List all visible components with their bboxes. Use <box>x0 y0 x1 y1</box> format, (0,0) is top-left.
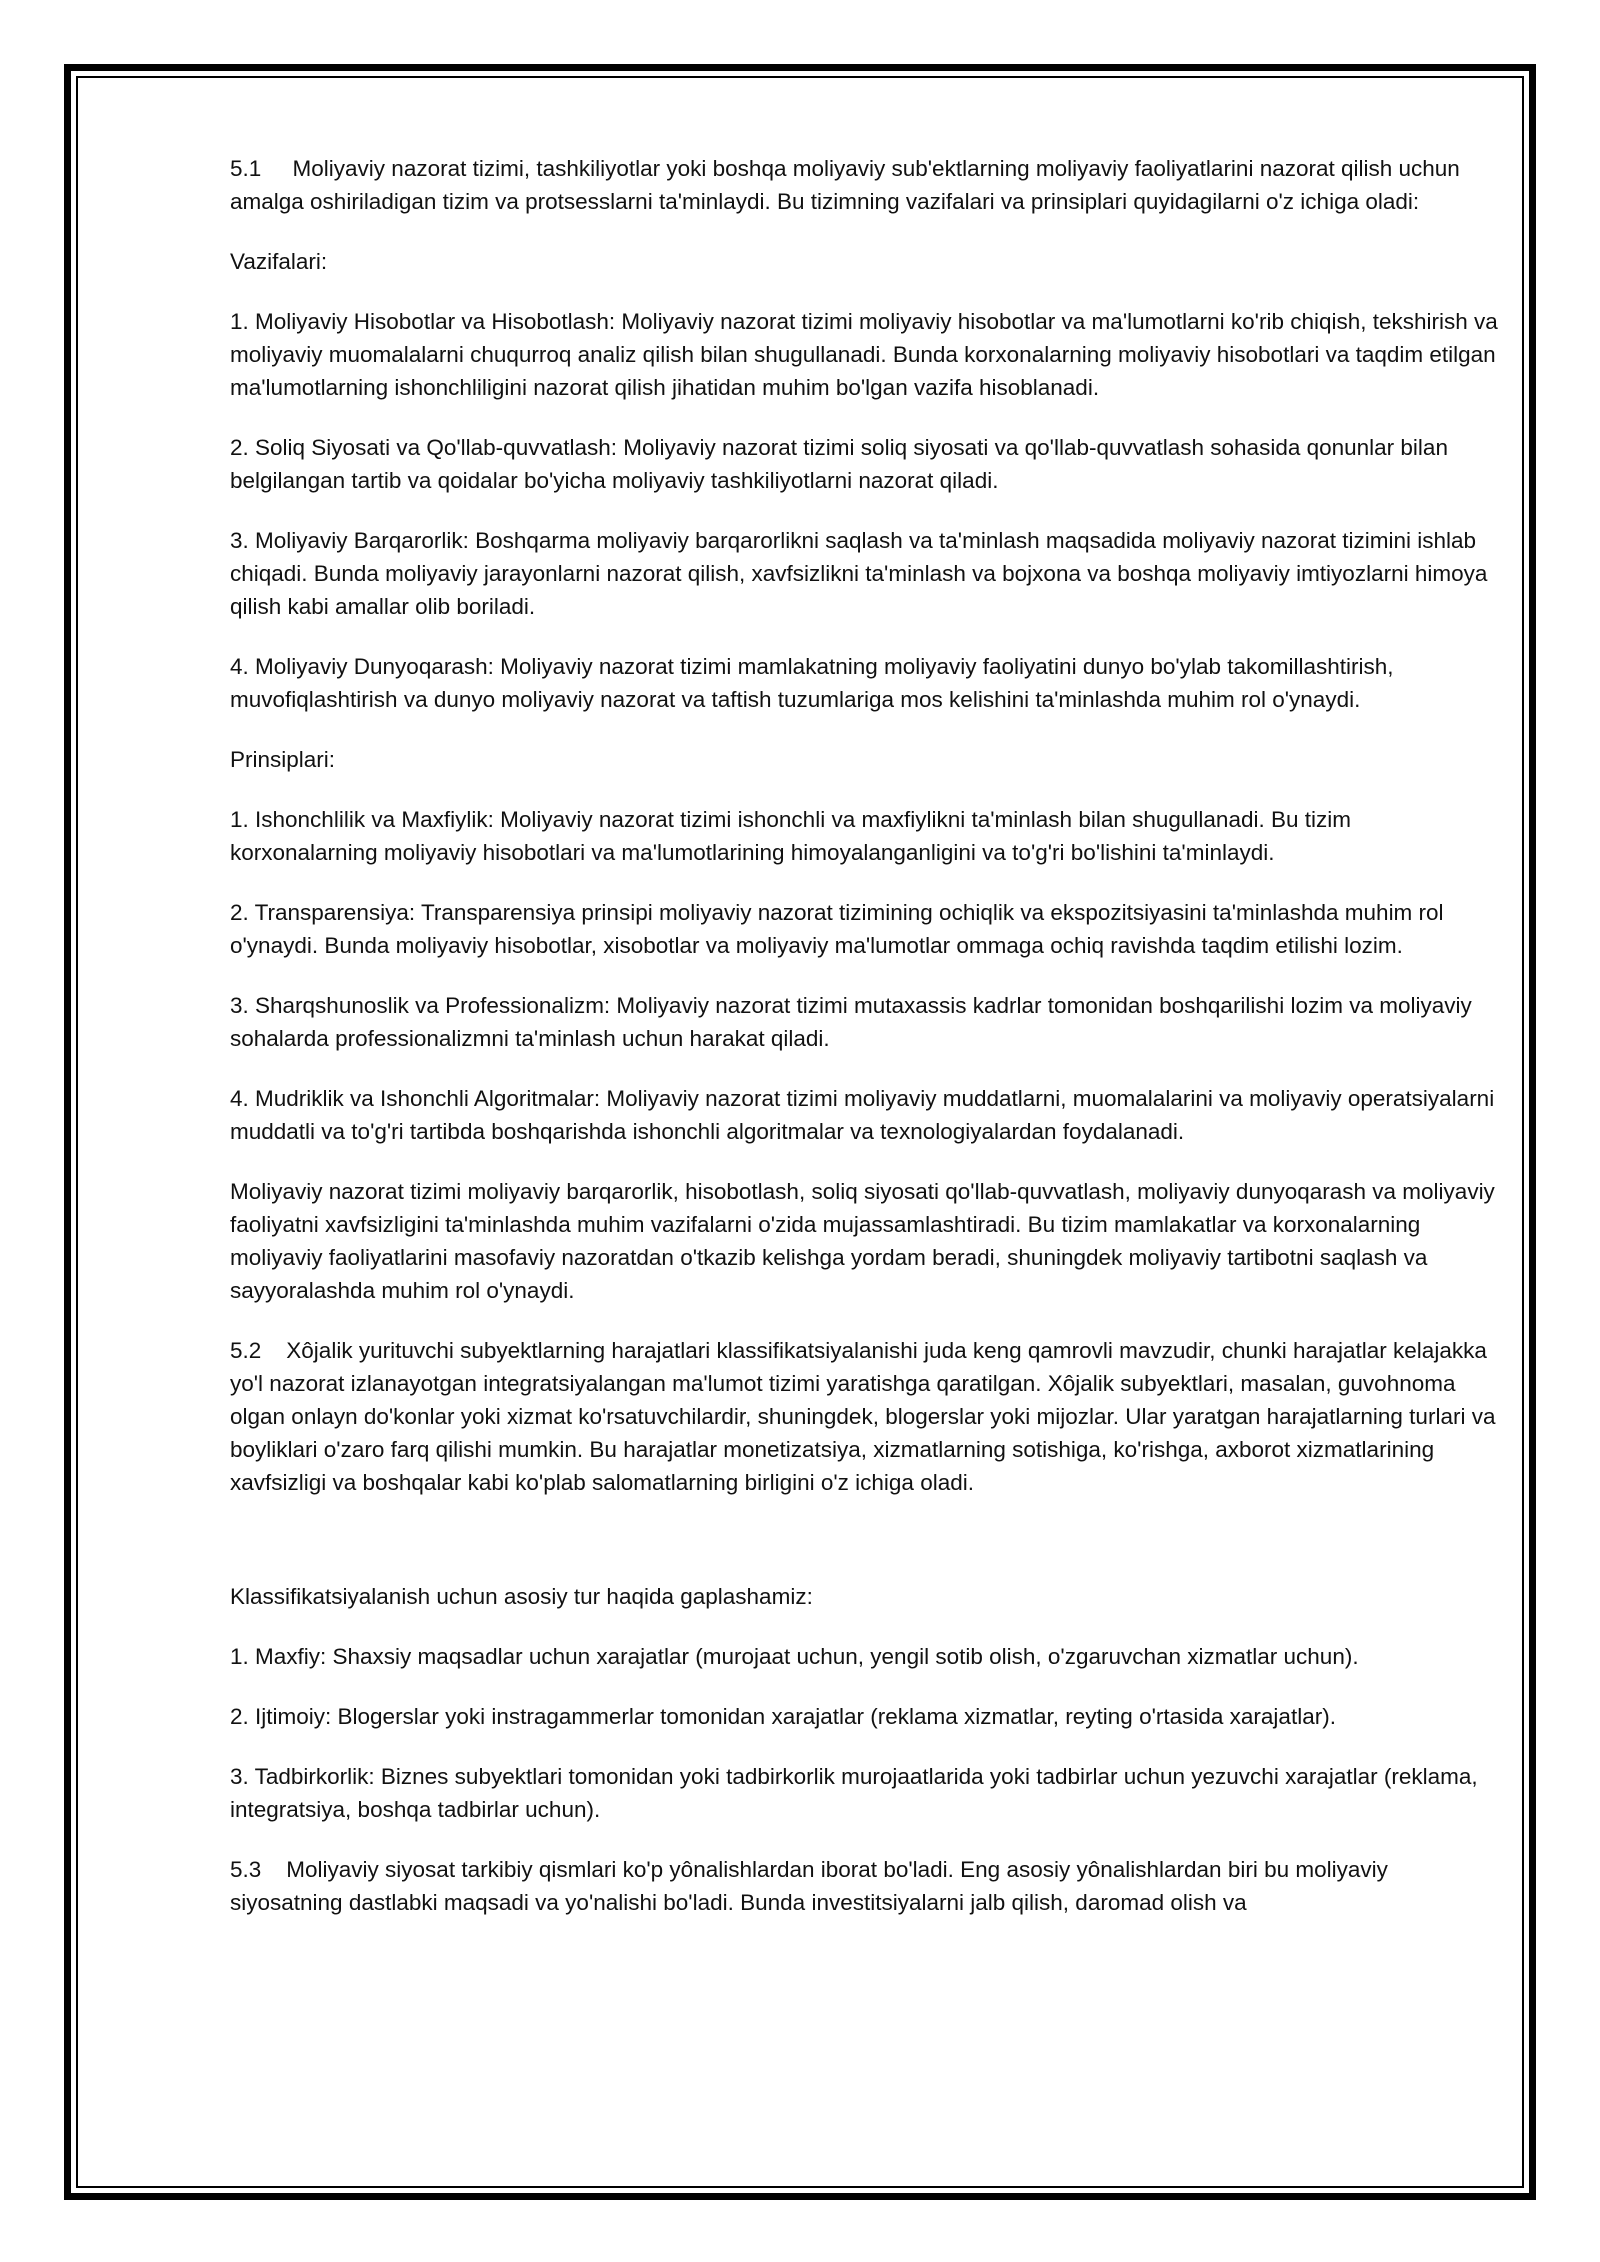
classification-item-2: 2. Ijtimoiy: Blogerslar yoki instragammerlar tomonidan xarajatlar (reklama xizmatlar, reyting o'rtasida xarajatlar). <box>230 1704 1336 1729</box>
summary-paragraph: Moliyaviy nazorat tizimi moliyaviy barqarorlik, hisobotlash, soliq siyosati qo'llab-quvvatlash, moliyaviy dunyoqarash va moliyaviy faoliyatni xavfsizligini ta'minlashda muhim vazifalarni o'zida mujassamlashtiradi. Bu tizim mamlakatlar va korxonalarning moliyaviy faoliyatlarini masofaviy nazoratdan o'tkazib kelishga yordam beradi, shuningdek moliyaviy tartibotni saqlash va sayyoralashda muhim rol o'ynaydi. <box>230 1179 1502 1303</box>
classification-item-1: 1. Maxfiy: Shaxsiy maqsadlar uchun xarajatlar (murojaat uchun, yengil sotib olish, o'zgaruvchan xizmatlar uchun). <box>230 1644 1359 1669</box>
vazifa-item-4: 4. Moliyaviy Dunyoqarash: Moliyaviy nazorat tizimi mamlakatning moliyaviy faoliyatini dunyo bo'ylab takomillashtirish, muvofiqlashtirish va dunyo moliyaviy nazorat va taftish tuzumlariga mos kelishini ta'minlashda muhim rol o'ynaydi. <box>230 654 1400 712</box>
heading-prinsiplari: Prinsiplari: <box>230 747 336 772</box>
vazifa-item-2: 2. Soliq Siyosati va Qo'llab-quvvatlash: Moliyaviy nazorat tizimi soliq siyosati va qo'llab-quvvatlash sohasida qonunlar bilan belgilangan tartib va qoidalar bo'yicha moliyaviy tashkiliyotlarni nazorat qiladi. <box>230 435 1455 493</box>
section-5-2-paragraph: 5.2 Xôjalik yurituvchi subyektlarning harajatlari klassifikatsiyalanishi juda keng qamrovli mavzudir, chunki harajatlar kelajakka yo'l nazorat izlanayotgan integratsiyalangan ma'lumot tizimi yaratishga qaratilgan. Xôjalik subyektlari, masalan, guvohnoma olgan onlayn do'konlar yoki xizmat ko'rsatuvchilardir, shuningdek, blogerslar yoki mijozlar. Ular yaratgan harajatlarning turlari va boyliklari o'zaro farq qilishi mumkin. Bu harajatlar monetizatsiya, xizmatlarning sotishiga, ko'rishga, axborot xizmatlarining xavfsizligi va boshqalar kabi ko'plab salomatlarning birligini o'z ichiga oladi. <box>230 1338 1502 1495</box>
classification-item-3: 3. Tadbirkorlik: Biznes subyektlari tomonidan yoki tadbirkorlik murojaatlarida yoki tadbirlar uchun yezuvchi xarajatlar (reklama, integratsiya, boshqa tadbirlar uchun). <box>230 1764 1484 1822</box>
vazifa-item-1: 1. Moliyaviy Hisobotlar va Hisobotlash: Moliyaviy nazorat tizimi moliyaviy hisobotlar va ma'lumotlarni ko'rib chiqish, tekshirish va moliyaviy muomalalarni chuqurroq analiz qilish bilan shugullanadi. Bunda korxonalarning moliyaviy hisobotlari va taqdim etilgan ma'lumotlarning ishonchliligini nazorat qilish jihatidan muhim bo'lgan vazifa hisoblanadi. <box>230 309 1505 400</box>
classification-heading: Klassifikatsiyalanish uchun asosiy tur haqida gaplashamiz: <box>230 1584 813 1609</box>
prinsip-item-3: 3. Sharqshunoslik va Professionalizm: Moliyaviy nazorat tizimi mutaxassis kadrlar tomonidan boshqarilishi lozim va moliyaviy sohalarda professionalizmni ta'minlash uchun harakat qiladi. <box>230 993 1478 1051</box>
prinsip-item-1: 1. Ishonchlilik va Maxfiylik: Moliyaviy nazorat tizimi ishonchli va maxfiylikni ta'minlash bilan shugullanadi. Bu tizim korxonalarning moliyaviy hisobotlari va ma'lumotlarining himoyalanganligini va to'g'ri bo'lishini ta'minlaydi. <box>230 807 1358 865</box>
document-body <box>230 152 1505 1946</box>
prinsip-item-4: 4. Mudriklik va Ishonchli Algoritmalar: Moliyaviy nazorat tizimi moliyaviy muddatlarni, muomalalarini va moliyaviy operatsiyalarni muddatli va to'g'ri tartibda boshqarishda ishonchli algoritmalar va texnologiyalardan foydalanadi. <box>230 1086 1501 1144</box>
heading-vazifalari: Vazifalari: <box>230 249 328 274</box>
prinsip-item-2: 2. Transparensiya: Transparensiya prinsipi moliyaviy nazorat tizimining ochiqlik va ekspozitsiyasini ta'minlashda muhim rol o'ynaydi. Bunda moliyaviy hisobotlar, xisobotlar va moliyaviy ma'lumotlar ommaga ochiq ravishda taqdim etilishi lozim. <box>230 900 1450 958</box>
vazifa-item-3: 3. Moliyaviy Barqarorlik: Boshqarma moliyaviy barqarorlikni saqlash va ta'minlash maqsadida moliyaviy nazorat tizimini ishlab chiqadi. Bunda moliyaviy jarayonlarni nazorat qilish, xavfsizlikni ta'minlash va bojxona va boshqa moliyaviy imtiyozlarni himoya qilish kabi amallar olib boriladi. <box>230 528 1494 619</box>
section-5-3-paragraph: 5.3 Moliyaviy siyosat tarkibiy qismlari ko'p yônalishlardan iborat bo'ladi. Eng asosiy yônalishlardan biri bu moliyaviy siyosatning dastlabki maqsadi va yo'nalishi bo'ladi. Bunda investitsiyalarni jalb qilish, daromad olish va <box>230 1857 1395 1915</box>
section-5-1-intro: 5.1 Moliyaviy nazorat tizimi, tashkiliyotlar yoki boshqa moliyaviy sub'ektlarning moliyaviy faoliyatlarini nazorat qilish uchun amalga oshiriladigan tizim va protsesslarni ta'minlaydi. Bu tizimning vazifalari va prinsiplari quyidagilarni o'z ichiga oladi: <box>230 156 1467 214</box>
